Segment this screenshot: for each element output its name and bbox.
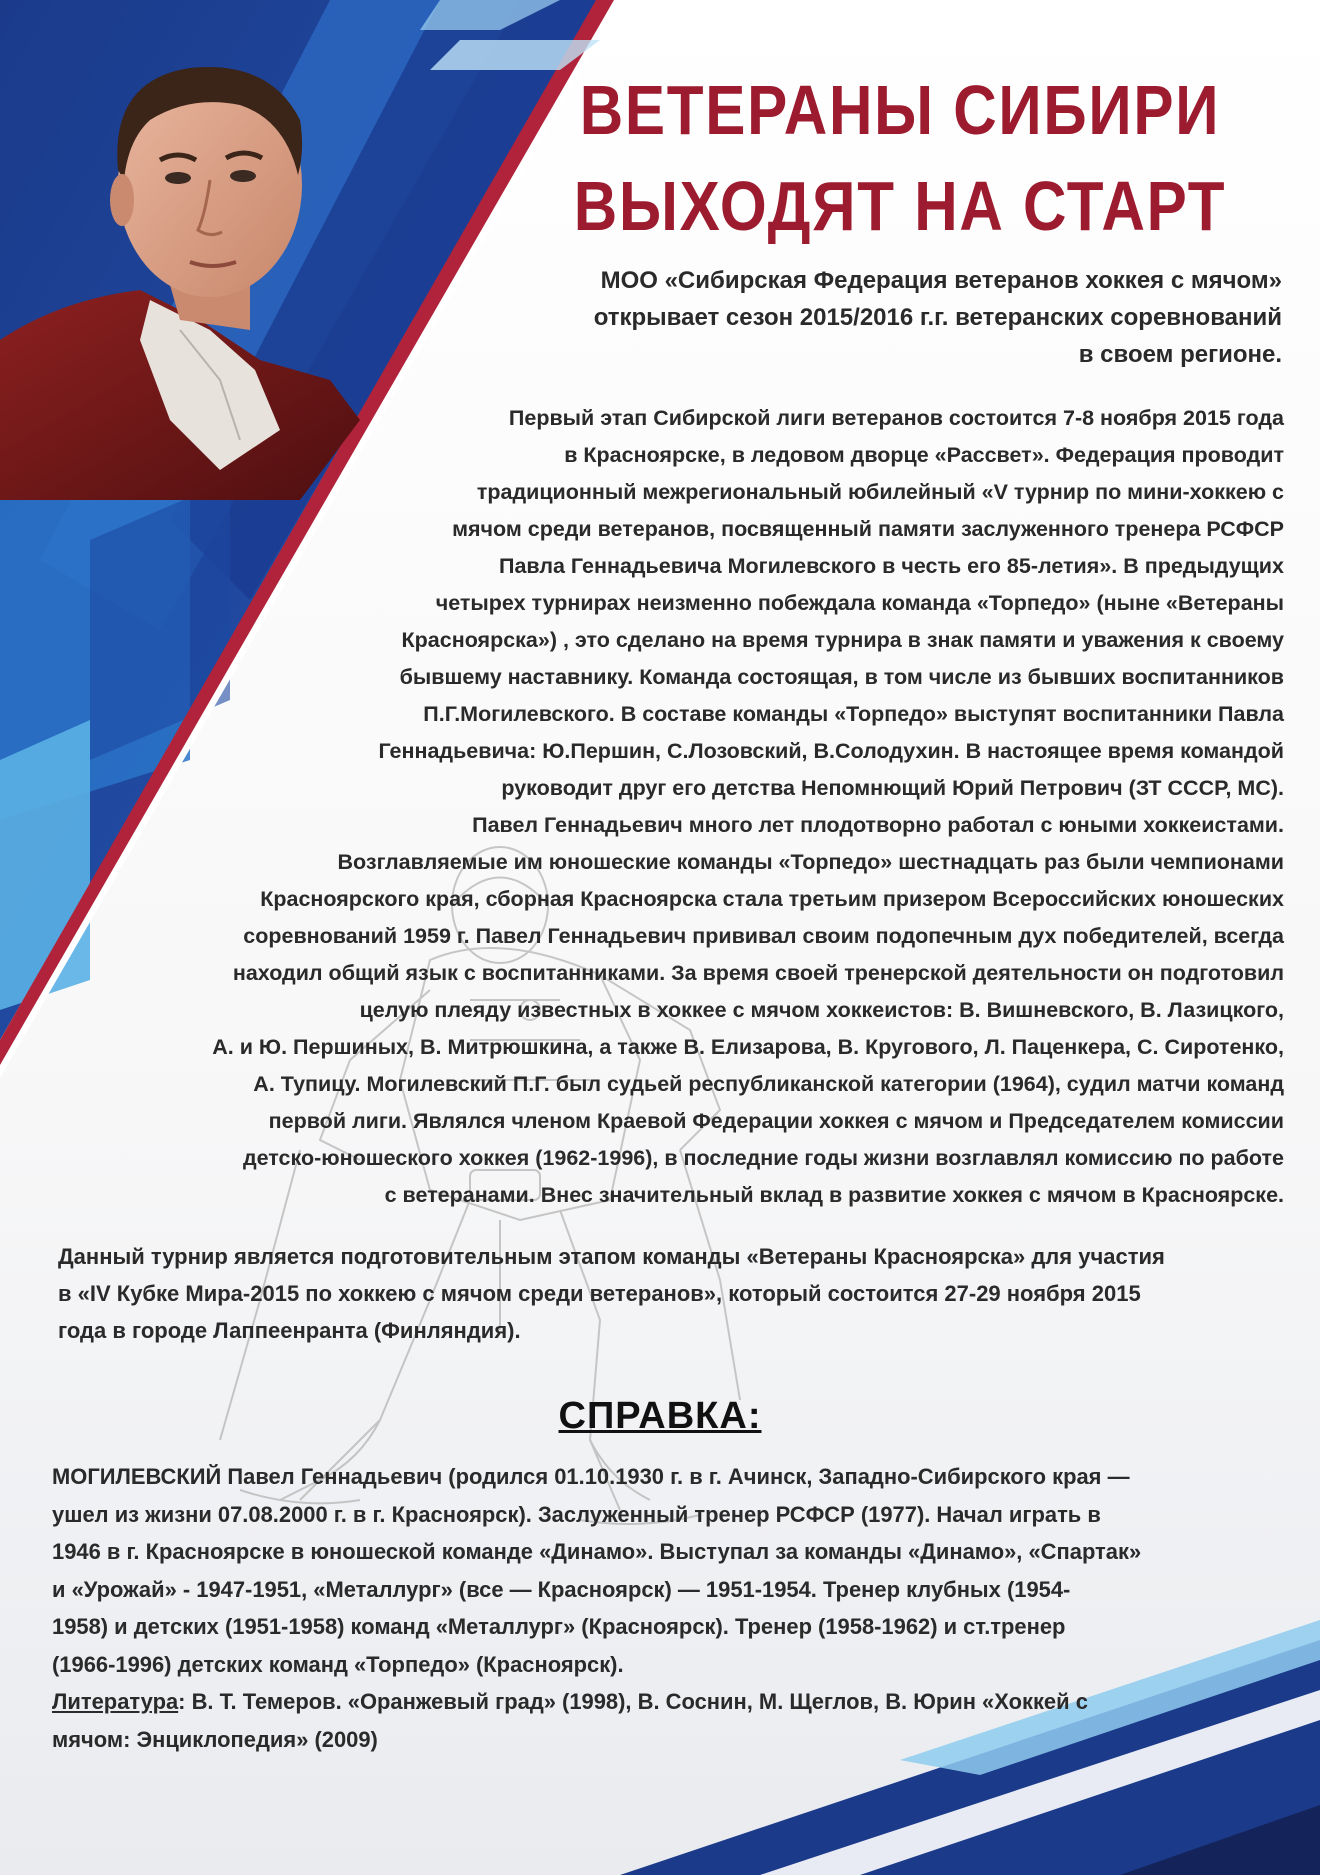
body-line: Павел Геннадьевич много лет плодотворно работал с юными хоккеистами. <box>472 813 1284 837</box>
tournament-paragraph <box>58 1238 1284 1349</box>
reference-line-text: МОГИЛЕВСКИЙ Павел Геннадьевич (родился 01.10.1930 г. в г. Ачинск, Западно-Сибирского края — <box>52 1464 1130 1489</box>
title-line-2: ВЫХОДЯТ НА СТАРТ <box>573 167 1227 245</box>
body-line: с ветеранами. Внес значительный вклад в развитие хоккея с мячом в Красноярске. <box>384 1183 1284 1207</box>
lead-line: открывает сезон 2015/2016 г.г. ветеранских соревнований <box>593 304 1282 331</box>
body-line: первой лиги. Являлся членом Краевой Федерации хоккея с мячом и Председателем комиссии <box>268 1109 1284 1133</box>
reference-line-text: и «Урожай» - 1947-1951, «Металлург» (все — Красноярск) — 1951-1954. Тренер клубных (1954- <box>52 1576 1071 1602</box>
final-line: Данный турнир является подготовительным этапом команды «Ветераны Красноярска» для участия <box>58 1244 1165 1269</box>
body-line: П.Г.Могилевского. В составе команды «Торпедо» выступят воспитанники Павла <box>423 702 1284 726</box>
reference-line <box>52 1571 1278 1609</box>
literature-text-2: мячом: Энциклопедия» (2009) <box>52 1726 378 1752</box>
body-line: соревнований 1959 г. Павел Геннадьевич прививал своим подопечным дух победителей, всегда <box>243 924 1284 948</box>
lead-line: МОО «Сибирская Федерация ветеранов хоккея с мячом» <box>600 267 1282 294</box>
body-line: мячом среди ветеранов, посвященный памяти заслуженного тренера РСФСР <box>452 517 1284 541</box>
literature-text: : В. Т. Темеров. «Оранжевый град» (1998), В. Соснин, М. Щеглов, В. Юрин «Хоккей с <box>178 1689 1088 1714</box>
reference-line-text: (1966-1996) детских команд «Торпедо» (Красноярск). <box>52 1651 624 1677</box>
body-line: детско-юношеского хоккея (1962-1996), в последние годы жизни возглавлял комиссию по работе <box>242 1146 1284 1170</box>
body-line: А. Тупицу. Могилевский П.Г. был судьей республиканской категории (1964), судил матчи команд <box>253 1072 1284 1096</box>
lead-paragraph <box>462 262 1282 373</box>
reference-heading: СПРАВКА: <box>558 1395 762 1437</box>
reference-line-text: 1946 в г. Красноярске в юношеской команде «Динамо». Выступал за команды «Динамо», «Спартак» <box>52 1539 1142 1564</box>
reference-line <box>52 1646 1278 1684</box>
page-title <box>556 62 1244 254</box>
body-line: Возглавляемые им юношеские команды «Торпедо» шестнадцать раз были чемпионами <box>337 850 1284 874</box>
body-line: Красноярска») , это сделано на время турнира в знак памяти и уважения к своему <box>401 628 1284 652</box>
body-line: в Красноярске, в ледовом дворце «Рассвет». Федерация проводит <box>564 443 1284 467</box>
reference-line <box>52 1496 1278 1534</box>
title-line-1: ВЕТЕРАНЫ СИБИРИ <box>579 71 1221 149</box>
reference-line <box>52 1608 1278 1646</box>
body-line: Первый этап Сибирской лиги ветеранов состоится 7-8 ноября 2015 года <box>508 406 1284 430</box>
final-line: в «IV Кубке Мира-2015 по хоккею с мячом среди ветеранов», который состоится 27-29 ноября 2015 <box>58 1281 1141 1306</box>
body-line: Красноярского края, сборная Красноярска стала третьим призером Всероссийских юношеских <box>260 887 1284 911</box>
literature-line-2 <box>52 1721 1278 1759</box>
final-line: года в городе Лаппеенранта (Финляндия). <box>58 1318 521 1343</box>
body-line: руководит друг его детства Непомнющий Юрий Петрович (ЗТ СССР, МС). <box>501 776 1284 800</box>
body-line: находил общий язык с воспитанниками. За время своей тренерской деятельности он подготовил <box>232 961 1284 985</box>
lead-line: в своем регионе. <box>1078 341 1282 368</box>
reference-line-text: 1958) и детских (1951-1958) команд «Металлург» (Красноярск). Тренер (1958-1962) и ст.тренер <box>52 1614 1066 1639</box>
body-line: целую плеяду известных в хоккее с мячом хоккеистов: В. Вишневского, В. Лазицкого, <box>359 998 1284 1022</box>
reference-line <box>52 1533 1278 1571</box>
reference-line-text: ушел из жизни 07.08.2000 г. в г. Красноярск). Заслуженный тренер РСФСР (1977). Начал играть в <box>52 1501 1101 1527</box>
reference-text <box>52 1458 1282 1758</box>
literature-label: Литература <box>52 1689 179 1714</box>
reference-line <box>52 1458 1278 1496</box>
body-line: традиционный межрегиональный юбилейный «V турнир по мини-хоккею с <box>476 480 1284 504</box>
body-line: Геннадьевича: Ю.Першин, С.Лозовский, В.Солодухин. В настоящее время командой <box>378 739 1284 763</box>
body-line: А. и Ю. Першиных, В. Митрюшкина, а также В. Елизарова, В. Кругового, Л. Паценкера, С. Сиротенко, <box>212 1035 1284 1059</box>
body-line: Павла Геннадьевича Могилевского в честь его 85-летия». В предыдущих <box>498 554 1284 578</box>
body-line: бывшему наставнику. Команда состоящая, в том числе из бывших воспитанников <box>399 665 1284 689</box>
literature-line <box>52 1683 1278 1721</box>
body-line: четырех турнирах неизменно побеждала команда «Торпедо» (ныне «Ветераны <box>435 591 1284 615</box>
body-paragraph <box>212 400 1284 1214</box>
